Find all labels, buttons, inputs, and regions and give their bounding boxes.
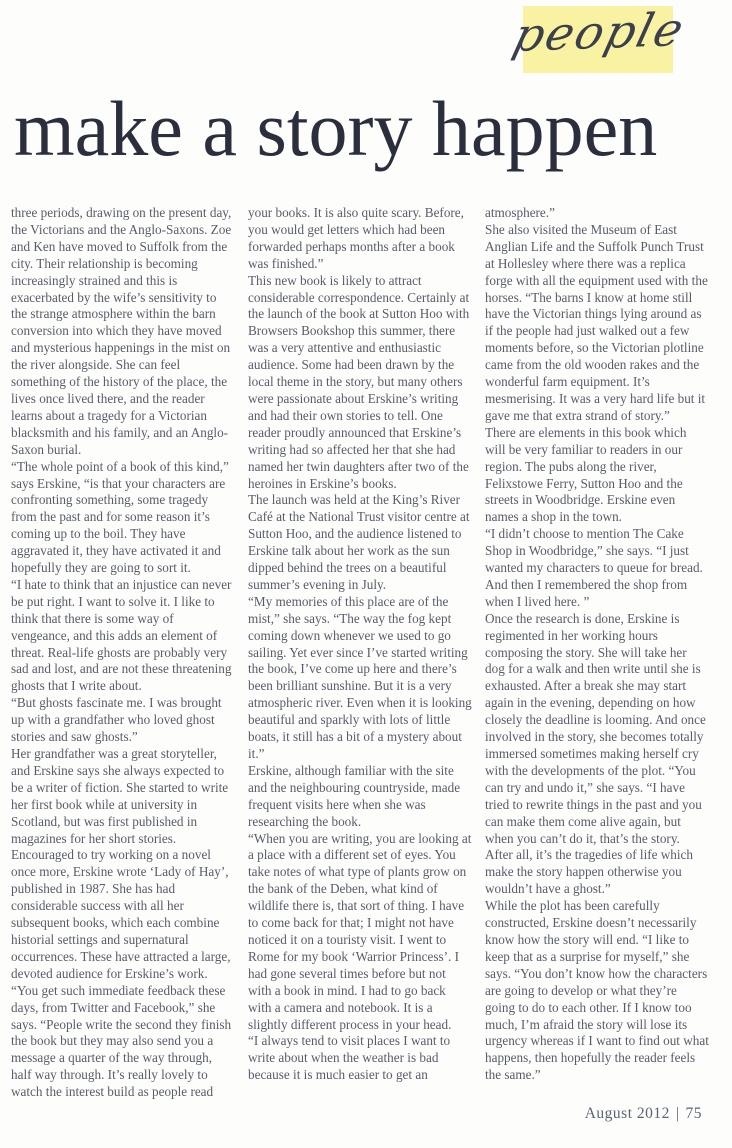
page-title: make a story happen — [14, 85, 658, 172]
paragraph: The launch was held at the King’s River Café at the National Trust visitor centre at Sutton Hoo, and the audience listened to Erskine talk about her work as the sun dipped behind the trees on a beautiful summer’s evening in July. — [248, 492, 470, 592]
article-column-1 — [11, 205, 235, 1101]
footer-page-number: 75 — [685, 1105, 702, 1122]
paragraph: three periods, drawing on the present day, the Victorians and the Anglo-Saxons. Zoe and Ken have moved to Suffolk from the city. Their relationship is becoming increasingly strained and this is exacerbated by the wife’s sensitivity to the strange atmosphere within the barn conversion into which they have moved and mysterious happenings in the mist on the river alongside. She can feel something of the history of the place, the lives once lived there, and the reader learns about a tragedy for a Victorian blacksmith and his family, and an Anglo-Saxon burial. — [11, 205, 232, 457]
article-column-3 — [485, 205, 709, 1101]
paragraph: This new book is likely to attract considerable correspondence. Certainly at the launch of the book at Sutton Hoo with Browsers Bookshop this summer, there was a very attentive and enthusiastic audience. Some had been drawn by the local theme in the story, but many others were passionate about Erskine’s writing and had their own stories to tell. One reader proudly announced that Erskine’s writing had so affected her that she had named her twin daughters after two of the heroines in Erskine’s books. — [248, 272, 470, 491]
paragraph: “The whole point of a book of this kind,” says Erskine, “is that your characters are confronting something, some tragedy from the past and for some reason it’s coming up to the boil. They have aggravated it, they have activated it and hopefully they are going to sort it. — [11, 458, 229, 576]
paragraph: atmosphere.” — [485, 205, 555, 220]
paragraph: “I always tend to visit places I want to write about when the weather is bad because it is much easier to get an — [248, 1033, 451, 1083]
paragraph: “My memories of this place are of the mist,” she says. “The way the fog kept coming down whenever we used to go sailing. Yet ever since I’ve started writing the book, I’ve come up here and there’s been brilliant sunshine. But it is a very atmospheric river. Even when it is looking beautiful and sparkly with lots of little boats, it still has a bit of a mystery about it.” — [248, 593, 472, 761]
paragraph: She also visited the Museum of East Anglian Life and the Suffolk Punch Trust at Hollesley where there was a replica forge with all the equipment used with the horses. “The barns I know at home still have the Victorian things lying around as if the people had just walked out a few moments before, so the Victorian plotline came from the old wooden rakes and the wonderful farm equipment. It’s mesmerising. It was a very hard life but it gave me that extra strand of story.” — [485, 221, 708, 423]
paragraph: There are elements in this book which will be very familiar to readers in our region. The pubs along the river, Felixstowe Ferry, Sutton Hoo and the streets in Woodbridge. Erskine even names a shop in the town. — [485, 424, 687, 525]
paragraph: “I hate to think that an injustice can never be put right. I want to solve it. I like to think that there is some way of vengeance, and this adds an element of threat. Real-life ghosts are probably very sad and lost, and are not these threatening ghosts that I write about. — [11, 576, 232, 694]
paragraph: “When you are writing, you are looking at a place with a different set of eyes. You take notes of what type of plants grow on the bank of the Deben, what kind of wildlife there is, that sort of thing. I have to come back for that; I might not have noticed it on a touristy visit. I went to Rome for my book ‘Warrior Princess’. I had gone several times before but not with a book in mind. I had to go back with a camera and notebook. It is a slightly different process in your head. — [248, 830, 472, 1032]
paragraph: While the plot has been carefully constructed, Erskine doesn’t necessarily know how the story will end. “I like to keep that as a surprise for myself,” she says. “You don’t know how the characters are going to develop or what they’re going to do to each other. If I know too much, I’m afraid the story will lose its urgency whereas if I want to find out what happens, then hopefully the reader feels the same.” — [485, 898, 709, 1083]
paragraph: Once the research is done, Erskine is regimented in her working hours composing the story. She will take her dog for a walk and then write until she is exhausted. After a break she may start again in the evening, depending on how closely the deadline is looming. And once involved in the story, she becomes totally immersed sometimes making herself cry with the developments of the plot. “You can try and undo it,” she says. “I have tried to rewrite things in the past and you can make them come alive again, but when you can’t do it, that’s the story. After all, it’s the tragedies of life which make the story happen otherwise you wouldn’t have a ghost.” — [485, 610, 706, 897]
paragraph: “You get such immediate feedback these days, from Twitter and Facebook,” she says. “People write the second they finish the book but they may also send you a message a quarter of the way through, half way through. It’s really lovely to watch the interest build as people read — [11, 982, 232, 1100]
paragraph: Erskine, although familiar with the site and the neighbouring countryside, made frequent visits here when she was researching the book. — [248, 762, 461, 829]
paragraph: Her grandfather was a great storyteller, and Erskine says she always expected to be a writer of fiction. She started to write her first book while at university in Scotland, but was first published in magazines for her short stories. Encouraged to try working on a novel once more, Erskine wrote ‘Lady of Hay’, published in 1987. She has had considerable success with all her subsequent books, which each combine historial settings and supernatural occurrences. These have attracted a large, devoted audience for Erskine’s work. — [11, 746, 231, 981]
section-tag-label: people — [508, 2, 691, 62]
paragraph: your books. It is also quite scary. Before, you would get letters which had been forwarded perhaps months after a book was finished.” — [248, 205, 464, 271]
article-column-2 — [248, 205, 472, 1101]
paragraph: “But ghosts fascinate me. I was brought up with a grandfather who loved ghost stories and saw ghosts.” — [11, 695, 222, 745]
footer-issue-date: August 2012 — [584, 1105, 670, 1122]
footer-separator: | — [675, 1105, 680, 1122]
page-footer — [585, 1105, 702, 1123]
article-body — [11, 205, 709, 1101]
paragraph: “I didn’t choose to mention The Cake Shop in Woodbridge,” she says. “I just wanted my characters to queue for bread. And then I remembered the shop from when I lived here. ” — [485, 526, 703, 609]
